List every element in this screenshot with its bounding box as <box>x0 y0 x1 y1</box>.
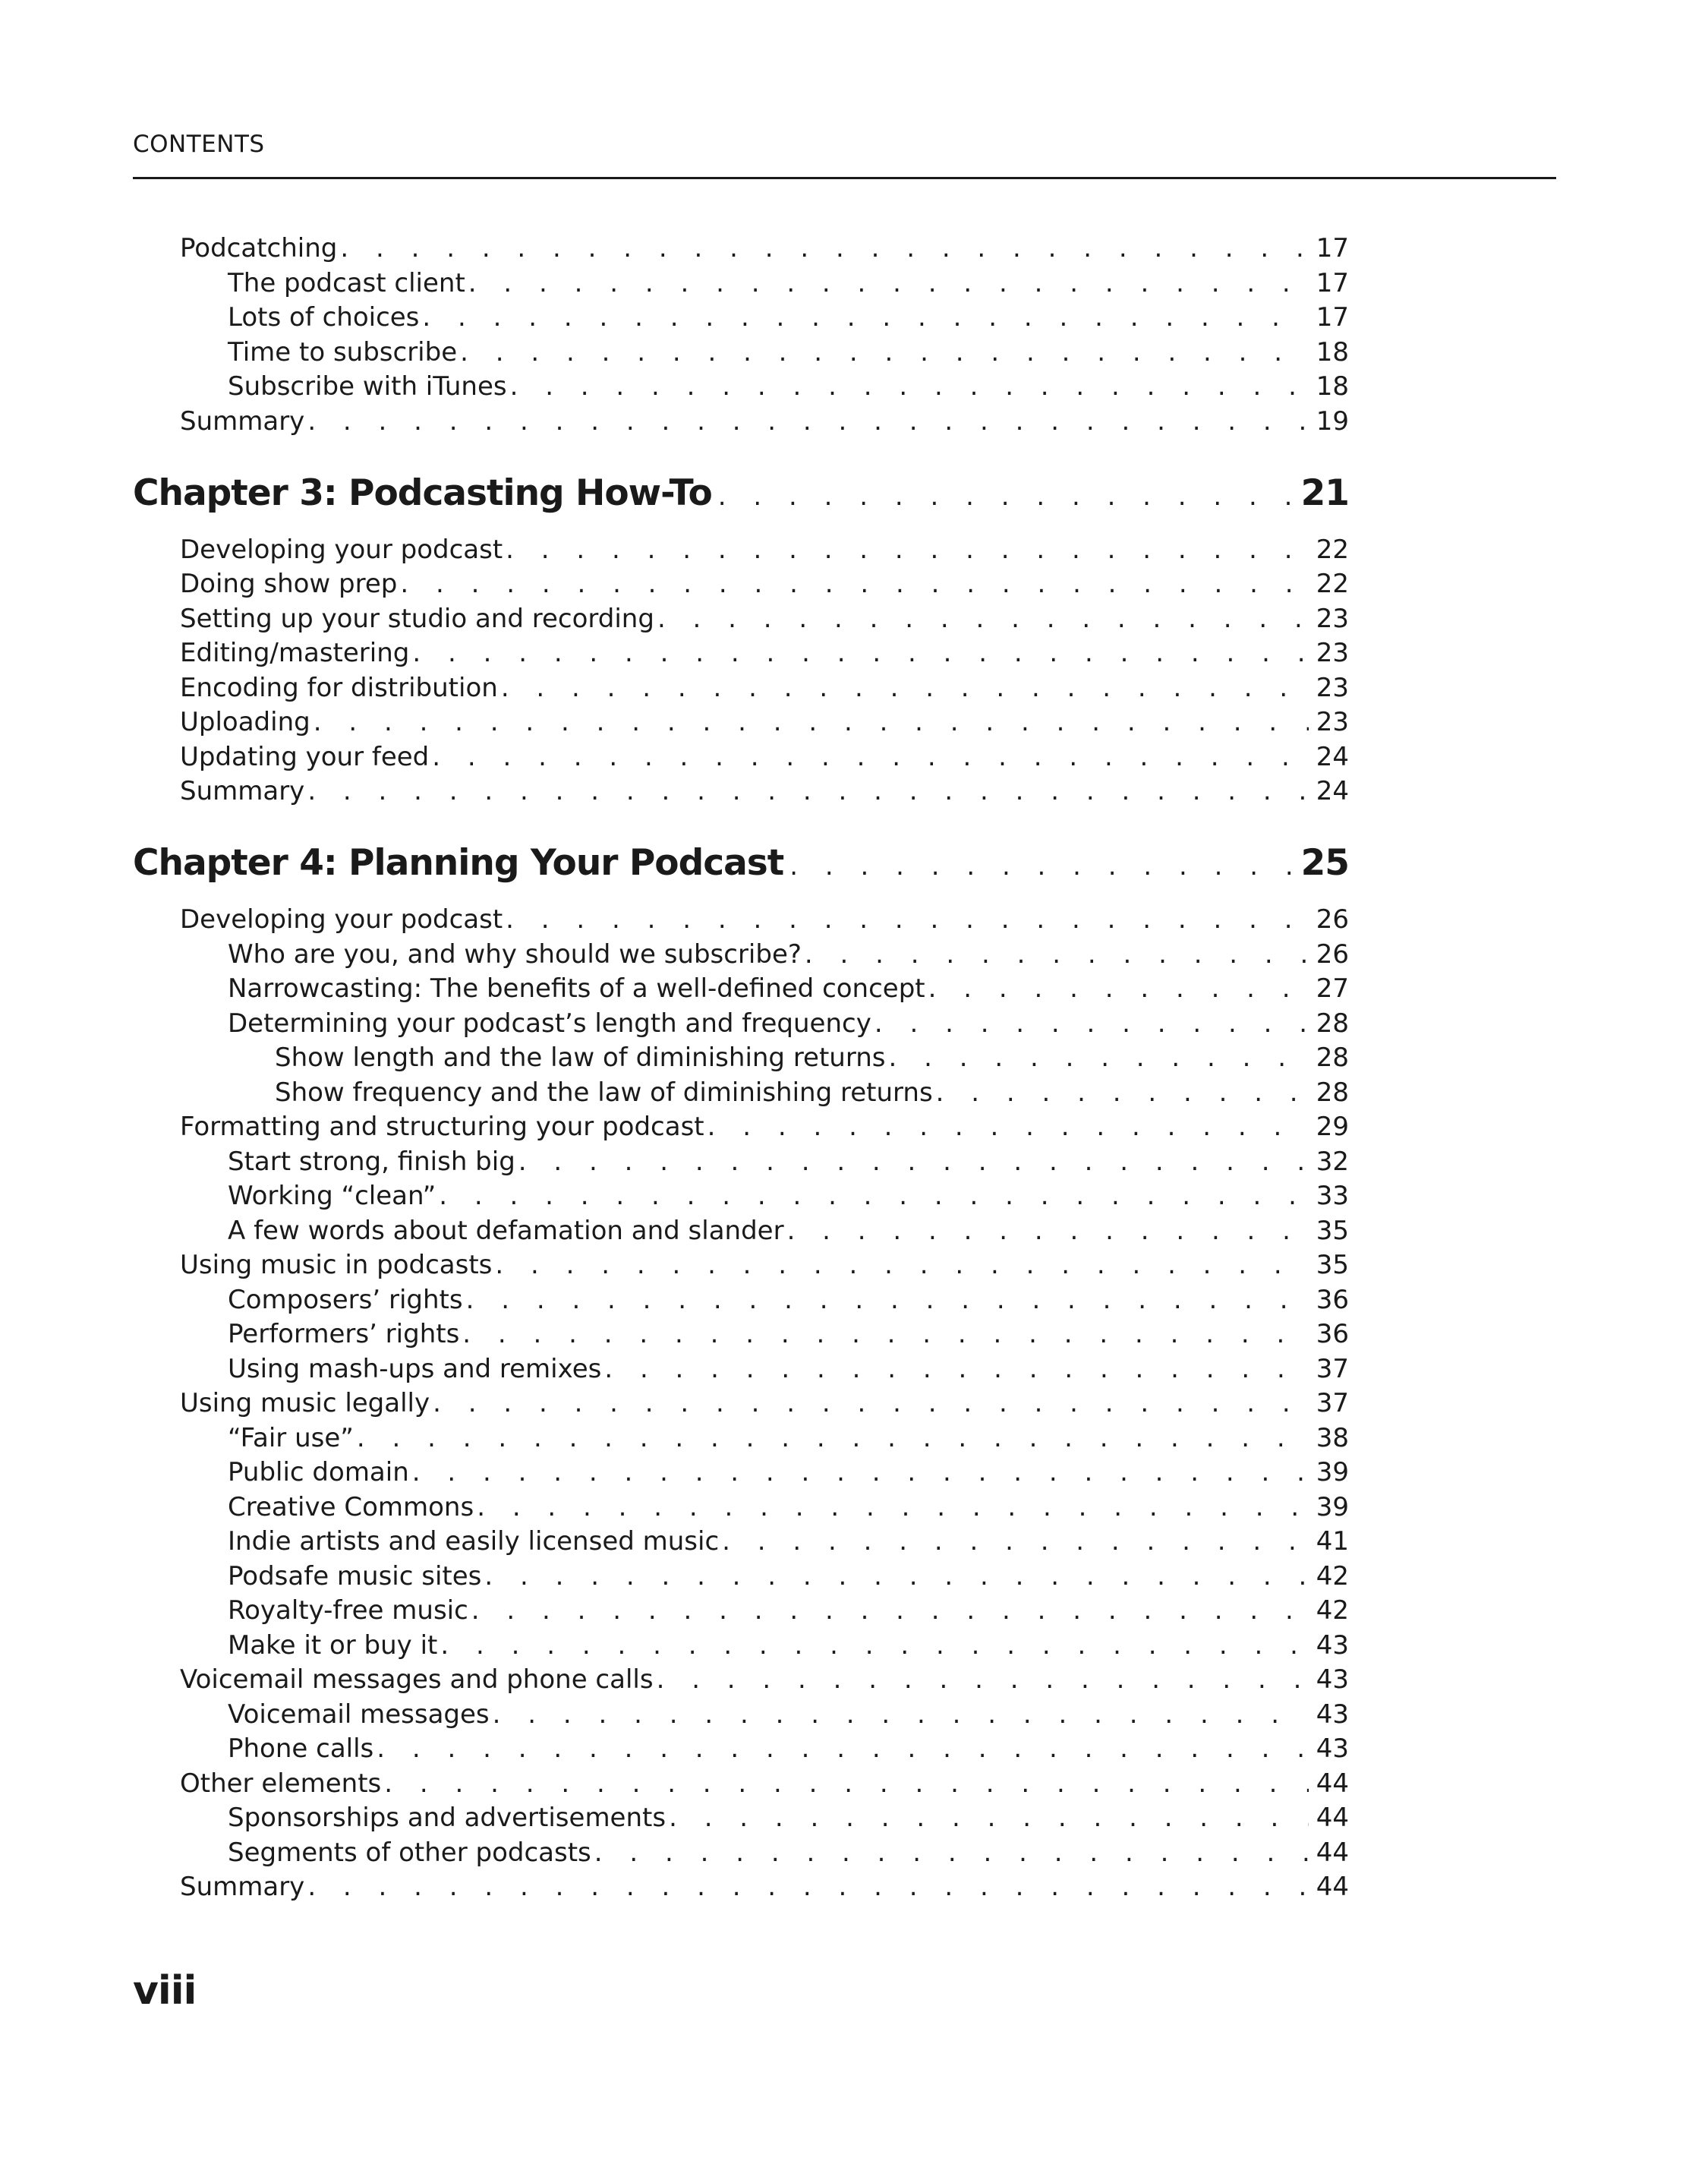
entry-title: Working “clean” <box>228 1181 436 1211</box>
entry-page-number: 37 <box>1316 1388 1349 1418</box>
dot-leader <box>936 1076 1309 1109</box>
dot-leader <box>493 1698 1309 1731</box>
entry-title: Start strong, finish big <box>228 1146 515 1177</box>
toc-chapter-heading[interactable] <box>133 837 1349 890</box>
entry-page-number: 26 <box>1316 904 1349 935</box>
entry-page-number: 38 <box>1316 1422 1349 1453</box>
dot-leader <box>400 567 1308 601</box>
entry-page-number: 41 <box>1316 1526 1349 1557</box>
entry-title: Doing show prep <box>180 569 398 599</box>
entry-page-number: 17 <box>1316 267 1349 298</box>
toc-entry[interactable] <box>0 1663 1349 1696</box>
entry-page-number: 33 <box>1316 1181 1349 1211</box>
entry-title: Summary <box>180 1872 305 1902</box>
entry-page-number: 36 <box>1316 1284 1349 1315</box>
entry-title: Who are you, and why should we subscribe? <box>228 938 802 970</box>
toc-entry[interactable] <box>0 1870 1349 1904</box>
entry-title: Summary <box>180 776 305 806</box>
dot-leader <box>307 1870 1308 1904</box>
toc-entry[interactable] <box>0 1317 1349 1351</box>
dot-leader <box>432 740 1308 774</box>
toc-entry[interactable] <box>0 1560 1349 1593</box>
entry-page-number: 19 <box>1316 405 1349 437</box>
entry-page-number: 28 <box>1316 1077 1349 1108</box>
entry-title: A few words about defamation and slander <box>228 1215 784 1246</box>
dot-leader <box>518 1145 1309 1178</box>
dot-leader <box>471 1594 1309 1627</box>
toc-entry[interactable] <box>0 1076 1349 1109</box>
entry-title: Determining your podcast’s length and frequency <box>228 1008 871 1039</box>
dot-leader <box>314 705 1309 739</box>
dot-leader <box>874 1007 1309 1040</box>
entry-title: Performers’ rights <box>228 1319 460 1349</box>
toc-entry[interactable] <box>0 1629 1349 1662</box>
toc-entry[interactable] <box>0 1214 1349 1248</box>
toc-entry[interactable] <box>0 267 1349 300</box>
toc-entry[interactable] <box>0 1041 1349 1074</box>
dot-leader <box>657 602 1309 636</box>
entry-page-number: 42 <box>1316 1560 1349 1591</box>
dot-leader <box>462 1317 1308 1351</box>
entry-page-number: 44 <box>1316 1803 1349 1833</box>
toc-entry[interactable] <box>0 1110 1349 1144</box>
toc-entry[interactable] <box>0 671 1349 705</box>
toc-entry[interactable] <box>0 1386 1349 1420</box>
dot-leader <box>707 1110 1309 1144</box>
dot-leader <box>495 1248 1308 1282</box>
entry-title: Using mash-ups and remixes <box>228 1353 602 1384</box>
entry-title: Developing your podcast <box>180 534 503 565</box>
entry-page-number: 35 <box>1316 1215 1349 1246</box>
entry-page-number: 22 <box>1316 534 1349 565</box>
entry-page-number: 44 <box>1316 1872 1349 1902</box>
toc-entry[interactable] <box>0 370 1349 403</box>
entry-title: Segments of other podcasts <box>228 1837 591 1868</box>
dot-leader <box>722 1525 1309 1558</box>
entry-page-number: 29 <box>1316 1112 1349 1142</box>
toc-entry[interactable] <box>0 1767 1349 1800</box>
dot-leader <box>604 1352 1308 1386</box>
entry-title: “Fair use” <box>228 1422 354 1453</box>
toc-entry[interactable] <box>0 1525 1349 1558</box>
entry-title: Narrowcasting: The benefits of a well-defined concept <box>228 973 925 1004</box>
dot-leader <box>506 533 1309 566</box>
entry-page-number: 43 <box>1316 1699 1349 1730</box>
entry-title: Show frequency and the law of diminishing returns <box>275 1077 933 1108</box>
entry-page-number: 22 <box>1316 569 1349 599</box>
entry-title: Using music in podcasts <box>180 1250 493 1280</box>
dot-leader <box>787 1214 1309 1248</box>
entry-page-number: 17 <box>1316 233 1349 263</box>
entry-page-number: 23 <box>1316 603 1349 634</box>
entry-page-number: 39 <box>1316 1491 1349 1522</box>
toc-entry[interactable] <box>0 938 1349 971</box>
dot-leader <box>412 636 1308 670</box>
entry-title: Sponsorships and advertisements <box>228 1803 666 1833</box>
dot-leader <box>422 301 1308 334</box>
entry-title: The podcast client <box>228 267 465 298</box>
entry-title: Indie artists and easily licensed music <box>228 1526 720 1557</box>
dot-leader <box>805 938 1309 971</box>
entry-title: Voicemail messages and phone calls <box>180 1664 654 1695</box>
entry-page-number: 42 <box>1316 1595 1349 1626</box>
entry-title: Time to subscribe <box>228 336 458 368</box>
entry-page-number: 18 <box>1316 336 1349 368</box>
entry-page-number: 36 <box>1316 1319 1349 1349</box>
toc-entry[interactable] <box>0 972 1349 1005</box>
entry-title: Setting up your studio and recording <box>180 603 654 634</box>
dot-leader <box>357 1421 1309 1455</box>
entry-page-number: 24 <box>1316 776 1349 806</box>
dot-leader <box>433 1386 1309 1420</box>
dot-leader <box>669 1801 1309 1834</box>
toc-entry[interactable] <box>0 774 1349 808</box>
entry-title: Subscribe with iTunes <box>228 371 507 402</box>
entry-page-number: 28 <box>1316 1008 1349 1039</box>
dot-leader <box>501 671 1309 705</box>
entry-page-number: 28 <box>1316 1043 1349 1073</box>
entry-page-number: 24 <box>1316 741 1349 772</box>
entry-title: Other elements <box>180 1768 382 1799</box>
toc-entry[interactable] <box>0 1007 1349 1040</box>
entry-page-number: 26 <box>1316 938 1349 970</box>
entry-title: Using music legally <box>180 1388 430 1418</box>
dot-leader <box>468 267 1309 300</box>
toc-entry[interactable] <box>0 1732 1349 1765</box>
entry-title: Royalty-free music <box>228 1595 468 1626</box>
entry-title: Uploading <box>180 707 310 737</box>
toc-entry[interactable] <box>0 1421 1349 1455</box>
dot-leader <box>439 1179 1308 1213</box>
entry-page-number: 39 <box>1316 1457 1349 1487</box>
toc-entry[interactable] <box>0 1491 1349 1524</box>
toc-entry[interactable] <box>0 740 1349 774</box>
dot-leader <box>506 903 1309 936</box>
entry-page-number: 43 <box>1316 1664 1349 1695</box>
entry-title: Public domain <box>228 1457 409 1487</box>
toc-entry[interactable] <box>0 1248 1349 1282</box>
toc-entry[interactable] <box>0 1179 1349 1213</box>
entry-page-number: 43 <box>1316 1629 1349 1661</box>
toc-entry[interactable] <box>0 1594 1349 1627</box>
entry-page-number: 44 <box>1316 1837 1349 1868</box>
entry-title: Make it or buy it <box>228 1629 438 1661</box>
toc-entry[interactable] <box>0 1801 1349 1834</box>
toc-entry[interactable] <box>0 567 1349 601</box>
toc-entry[interactable] <box>0 1698 1349 1731</box>
entry-page-number: 23 <box>1316 638 1349 668</box>
running-head: CONTENTS <box>133 131 265 158</box>
dot-leader <box>594 1836 1309 1869</box>
dot-leader <box>377 1732 1308 1765</box>
dot-leader <box>889 1041 1309 1074</box>
entry-title: Editing/mastering <box>180 638 410 668</box>
dot-leader <box>510 370 1309 403</box>
entry-title: Summary <box>180 405 305 437</box>
entry-title: Creative Commons <box>228 1491 474 1522</box>
toc-entry[interactable] <box>0 1283 1349 1317</box>
dot-leader <box>484 1560 1308 1593</box>
dot-leader <box>307 774 1308 808</box>
toc-entry[interactable] <box>0 602 1349 636</box>
entry-page-number: 18 <box>1316 371 1349 402</box>
header-rule <box>133 177 1556 179</box>
entry-title: Phone calls <box>228 1733 374 1764</box>
entry-page-number: 27 <box>1316 973 1349 1004</box>
dot-leader <box>460 336 1309 369</box>
entry-title: Encoding for distribution <box>180 672 498 703</box>
chapter-title: Chapter 4: Planning Your Podcast <box>133 842 784 884</box>
chapter-page-number: 25 <box>1300 842 1349 884</box>
entry-page-number: 17 <box>1316 302 1349 333</box>
dot-leader <box>928 972 1309 1005</box>
toc-entry[interactable] <box>0 903 1349 936</box>
dot-leader <box>307 405 1308 438</box>
toc-entry[interactable] <box>0 336 1349 369</box>
entry-page-number: 35 <box>1316 1250 1349 1280</box>
page-folio: viii <box>133 1968 197 2014</box>
entry-page-number: 23 <box>1316 672 1349 703</box>
entry-title: Composers’ rights <box>228 1284 463 1315</box>
entry-title: Formatting and structuring your podcast <box>180 1112 704 1142</box>
dot-leader <box>657 1663 1309 1696</box>
toc-entry[interactable] <box>0 636 1349 670</box>
dot-leader <box>340 232 1308 265</box>
toc-entry[interactable] <box>0 1836 1349 1869</box>
toc-entry[interactable] <box>0 1352 1349 1386</box>
dot-leader <box>466 1283 1309 1317</box>
toc-entry[interactable] <box>0 405 1349 438</box>
dot-leader <box>440 1629 1308 1662</box>
chapter-page-number: 21 <box>1300 472 1349 514</box>
dot-leader <box>477 1491 1309 1524</box>
entry-title: Voicemail messages <box>228 1699 490 1730</box>
entry-title: Updating your feed <box>180 741 430 772</box>
entry-title: Developing your podcast <box>180 904 503 935</box>
chapter-title: Chapter 3: Podcasting How-To <box>133 472 712 514</box>
entry-title: Podsafe music sites <box>228 1560 482 1591</box>
entry-title: Lots of choices <box>228 302 420 333</box>
entry-page-number: 44 <box>1316 1768 1349 1799</box>
dot-leader <box>718 470 1294 520</box>
dot-leader <box>789 840 1293 890</box>
toc-entry[interactable] <box>0 533 1349 566</box>
entry-page-number: 32 <box>1316 1146 1349 1177</box>
toc-entry[interactable] <box>0 1456 1349 1489</box>
entry-title: Podcatching <box>180 233 338 263</box>
toc-entry[interactable] <box>0 301 1349 334</box>
dot-leader <box>412 1456 1309 1489</box>
toc-entry[interactable] <box>0 232 1349 265</box>
dot-leader <box>384 1767 1308 1800</box>
entry-title: Show length and the law of diminishing returns <box>275 1043 886 1073</box>
toc-chapter-heading[interactable] <box>133 467 1349 520</box>
entry-page-number: 23 <box>1316 707 1349 737</box>
entry-page-number: 37 <box>1316 1353 1349 1384</box>
toc-entry[interactable] <box>0 1145 1349 1178</box>
entry-page-number: 43 <box>1316 1733 1349 1764</box>
toc-entry[interactable] <box>0 705 1349 739</box>
